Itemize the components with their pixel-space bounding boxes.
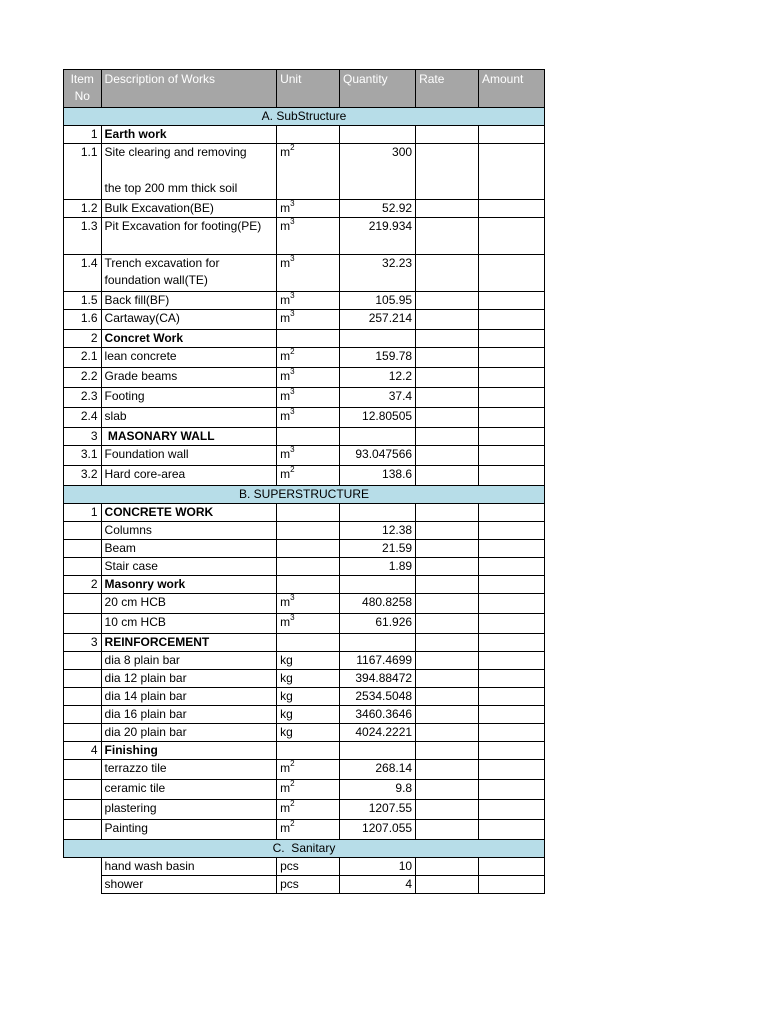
quantity-cell: 394.88472 <box>339 670 415 688</box>
table-row <box>64 858 545 876</box>
rate-cell[interactable] <box>416 540 479 558</box>
unit-cell: kg <box>277 706 340 724</box>
amount-cell[interactable] <box>478 540 544 558</box>
rate-cell[interactable] <box>416 652 479 670</box>
quantity-cell: 61.926 <box>339 614 415 634</box>
quantity-cell: 480.8258 <box>339 594 415 614</box>
section-row-superstructure <box>64 486 545 504</box>
rate-cell[interactable] <box>416 706 479 724</box>
table-row <box>64 310 545 330</box>
rate-cell[interactable] <box>416 780 479 800</box>
section-title: A. SubStructure <box>64 108 545 126</box>
header-quantity: Quantity <box>339 70 415 108</box>
unit-base: m <box>280 369 291 383</box>
item-no: 1 <box>64 126 102 144</box>
quantity-cell <box>339 428 415 446</box>
table-row <box>64 408 545 428</box>
item-no <box>64 540 102 558</box>
unit-cell <box>277 558 340 576</box>
description-cell: ceramic tile <box>101 780 277 800</box>
unit-cell <box>277 820 340 840</box>
amount-cell[interactable] <box>478 876 544 894</box>
unit-cell <box>277 255 340 292</box>
unit-cell <box>277 522 340 540</box>
rate-cell[interactable] <box>416 576 479 594</box>
table-row <box>64 522 545 540</box>
description-cell: hand wash basin <box>101 858 277 876</box>
amount-cell[interactable] <box>478 388 544 408</box>
unit-base: m <box>280 821 291 835</box>
rate-cell[interactable] <box>416 688 479 706</box>
quantity-cell: 2534.5048 <box>339 688 415 706</box>
unit-base: m <box>280 801 291 815</box>
amount-cell[interactable] <box>478 634 544 652</box>
description-cell: MASONARY WALL <box>101 428 277 446</box>
bill-of-quantities-table <box>63 69 545 894</box>
table-row <box>64 670 545 688</box>
quantity-cell: 1207.055 <box>339 820 415 840</box>
unit-cell: kg <box>277 652 340 670</box>
section-row-substructure <box>64 108 545 126</box>
unit-exponent: 3 <box>290 367 295 376</box>
item-no: 1 <box>64 504 102 522</box>
description-cell: Finishing <box>101 742 277 760</box>
description-cell <box>101 144 277 200</box>
unit-exponent: 3 <box>290 309 295 318</box>
table-row <box>64 634 545 652</box>
amount-cell[interactable] <box>478 310 544 330</box>
item-no: 1.5 <box>64 292 102 310</box>
unit-exponent: 3 <box>290 217 295 226</box>
description-cell: Earth work <box>101 126 277 144</box>
amount-cell[interactable] <box>478 742 544 760</box>
header-unit: Unit <box>277 70 340 108</box>
rate-cell[interactable] <box>416 126 479 144</box>
amount-cell[interactable] <box>478 858 544 876</box>
description-cell: shower <box>101 876 277 894</box>
table-row <box>64 800 545 820</box>
quantity-cell: 105.95 <box>339 292 415 310</box>
unit-cell <box>277 634 340 652</box>
quantity-cell: 12.80505 <box>339 408 415 428</box>
unit-base: m <box>280 349 291 363</box>
amount-cell[interactable] <box>478 408 544 428</box>
amount-cell[interactable] <box>478 780 544 800</box>
item-no: 1.2 <box>64 200 102 218</box>
item-no <box>64 688 102 706</box>
unit-exponent: 3 <box>290 593 295 602</box>
unit-base: m <box>280 219 291 233</box>
unit-exponent: 3 <box>290 613 295 622</box>
unit-exponent: 3 <box>290 407 295 416</box>
amount-cell[interactable] <box>478 614 544 634</box>
unit-cell <box>277 800 340 820</box>
quantity-cell <box>339 126 415 144</box>
description-cell: slab <box>101 408 277 428</box>
description-cell: terrazzo tile <box>101 760 277 780</box>
unit-base: m <box>280 447 291 461</box>
item-no: 2 <box>64 576 102 594</box>
rate-cell[interactable] <box>416 292 479 310</box>
description-cell: lean concrete <box>101 348 277 368</box>
item-no <box>64 876 102 894</box>
description-cell: 10 cm HCB <box>101 614 277 634</box>
item-no <box>64 558 102 576</box>
item-no: 3.2 <box>64 466 102 486</box>
amount-cell[interactable] <box>478 466 544 486</box>
unit-exponent: 2 <box>290 143 295 152</box>
table-row <box>64 368 545 388</box>
quantity-cell: 3460.3646 <box>339 706 415 724</box>
unit-cell <box>277 388 340 408</box>
quantity-cell <box>339 634 415 652</box>
item-no: 3.1 <box>64 446 102 466</box>
table-row <box>64 348 545 368</box>
quantity-cell: 32.23 <box>339 255 415 292</box>
description-line-1: Site clearing and removing <box>104 145 247 159</box>
item-no: 1.6 <box>64 310 102 330</box>
rate-cell[interactable] <box>416 670 479 688</box>
table-header-row <box>64 70 545 108</box>
rate-cell[interactable] <box>416 368 479 388</box>
description-line-2: foundation wall(TE) <box>104 273 208 287</box>
item-no: 2.1 <box>64 348 102 368</box>
item-no: 4 <box>64 742 102 760</box>
unit-cell <box>277 292 340 310</box>
amount-cell[interactable] <box>478 820 544 840</box>
rate-cell[interactable] <box>416 255 479 292</box>
unit-cell <box>277 200 340 218</box>
rate-cell[interactable] <box>416 446 479 466</box>
unit-base: m <box>280 256 291 270</box>
quantity-cell: 52.92 <box>339 200 415 218</box>
unit-base: m <box>280 761 291 775</box>
unit-exponent: 2 <box>290 759 295 768</box>
item-no: 3 <box>64 428 102 446</box>
rate-cell[interactable] <box>416 388 479 408</box>
unit-base: m <box>280 389 291 403</box>
rate-cell[interactable] <box>416 742 479 760</box>
description-cell: Painting <box>101 820 277 840</box>
description-cell: Grade beams <box>101 368 277 388</box>
table-row <box>64 724 545 742</box>
unit-base: m <box>280 311 291 325</box>
item-no: 2.2 <box>64 368 102 388</box>
section-row-sanitary <box>64 840 545 858</box>
unit-cell <box>277 446 340 466</box>
unit-exponent: 3 <box>290 199 295 208</box>
description-cell: Stair case <box>101 558 277 576</box>
item-no <box>64 800 102 820</box>
unit-cell: kg <box>277 670 340 688</box>
unit-exponent: 3 <box>290 254 295 263</box>
quantity-cell: 1207.55 <box>339 800 415 820</box>
amount-cell[interactable] <box>478 368 544 388</box>
description-cell: Hard core-area <box>101 466 277 486</box>
unit-cell <box>277 144 340 200</box>
unit-cell <box>277 466 340 486</box>
amount-cell[interactable] <box>478 594 544 614</box>
table-row <box>64 330 545 348</box>
description-line-1: Trench excavation for <box>104 256 220 270</box>
table-row <box>64 292 545 310</box>
description-cell: CONCRETE WORK <box>101 504 277 522</box>
unit-exponent: 3 <box>290 291 295 300</box>
description-cell: dia 20 plain bar <box>101 724 277 742</box>
amount-cell[interactable] <box>478 688 544 706</box>
amount-cell[interactable] <box>478 144 544 200</box>
unit-base: m <box>280 293 291 307</box>
description-cell: Masonry work <box>101 576 277 594</box>
unit-cell <box>277 330 340 348</box>
unit-cell <box>277 310 340 330</box>
amount-cell[interactable] <box>478 428 544 446</box>
quantity-cell: 4024.2221 <box>339 724 415 742</box>
unit-base: m <box>280 467 291 481</box>
table-row <box>64 218 545 255</box>
quantity-cell <box>339 576 415 594</box>
quantity-cell <box>339 742 415 760</box>
header-rate: Rate <box>416 70 479 108</box>
description-cell: Foundation wall <box>101 446 277 466</box>
rate-cell[interactable] <box>416 876 479 894</box>
description-cell: Back fill(BF) <box>101 292 277 310</box>
amount-cell[interactable] <box>478 670 544 688</box>
rate-cell[interactable] <box>416 466 479 486</box>
amount-cell[interactable] <box>478 255 544 292</box>
rate-cell[interactable] <box>416 594 479 614</box>
unit-exponent: 3 <box>290 387 295 396</box>
unit-cell <box>277 218 340 255</box>
quantity-cell: 4 <box>339 876 415 894</box>
item-no: 1.1 <box>64 144 102 200</box>
unit-cell <box>277 614 340 634</box>
rate-cell[interactable] <box>416 724 479 742</box>
amount-cell[interactable] <box>478 760 544 780</box>
amount-cell[interactable] <box>478 446 544 466</box>
rate-cell[interactable] <box>416 408 479 428</box>
amount-cell[interactable] <box>478 218 544 255</box>
quantity-cell: 1.89 <box>339 558 415 576</box>
table-row <box>64 126 545 144</box>
section-title: C. Sanitary <box>64 840 545 858</box>
header-item-no: Item No <box>64 70 102 108</box>
header-description: Description of Works <box>101 70 277 108</box>
table-row <box>64 742 545 760</box>
amount-cell[interactable] <box>478 724 544 742</box>
unit-cell <box>277 348 340 368</box>
quantity-cell: 37.4 <box>339 388 415 408</box>
unit-exponent: 3 <box>290 445 295 454</box>
table-row <box>64 540 545 558</box>
rate-cell[interactable] <box>416 330 479 348</box>
rate-cell[interactable] <box>416 310 479 330</box>
table-row <box>64 200 545 218</box>
item-no <box>64 522 102 540</box>
table-row <box>64 388 545 408</box>
table-row <box>64 652 545 670</box>
rate-cell[interactable] <box>416 218 479 255</box>
amount-cell[interactable] <box>478 558 544 576</box>
rate-cell[interactable] <box>416 800 479 820</box>
unit-base: m <box>280 595 291 609</box>
rate-cell[interactable] <box>416 348 479 368</box>
item-no: 1.4 <box>64 255 102 292</box>
table-row <box>64 466 545 486</box>
description-cell: Footing <box>101 388 277 408</box>
item-no <box>64 858 102 876</box>
table-row <box>64 504 545 522</box>
unit-cell <box>277 126 340 144</box>
table-row <box>64 820 545 840</box>
item-no <box>64 652 102 670</box>
table-row <box>64 576 545 594</box>
item-no <box>64 670 102 688</box>
description-cell: Beam <box>101 540 277 558</box>
item-no: 3 <box>64 634 102 652</box>
quantity-cell: 268.14 <box>339 760 415 780</box>
unit-base: m <box>280 409 291 423</box>
rate-cell[interactable] <box>416 820 479 840</box>
unit-exponent: 2 <box>290 799 295 808</box>
amount-cell[interactable] <box>478 126 544 144</box>
unit-cell <box>277 760 340 780</box>
quantity-cell: 10 <box>339 858 415 876</box>
rate-cell[interactable] <box>416 558 479 576</box>
item-no: 2.4 <box>64 408 102 428</box>
table-row <box>64 446 545 466</box>
table-row <box>64 688 545 706</box>
rate-cell[interactable] <box>416 144 479 200</box>
unit-cell: kg <box>277 688 340 706</box>
item-no <box>64 760 102 780</box>
amount-cell[interactable] <box>478 330 544 348</box>
unit-cell <box>277 594 340 614</box>
item-no: 2 <box>64 330 102 348</box>
unit-cell <box>277 408 340 428</box>
amount-cell[interactable] <box>478 200 544 218</box>
table-row <box>64 428 545 446</box>
unit-cell <box>277 504 340 522</box>
quantity-cell: 9.8 <box>339 780 415 800</box>
description-cell: dia 16 plain bar <box>101 706 277 724</box>
item-no <box>64 724 102 742</box>
unit-base: m <box>280 201 291 215</box>
unit-cell: pcs <box>277 876 340 894</box>
unit-base: m <box>280 145 291 159</box>
unit-base: m <box>280 615 291 629</box>
unit-exponent: 2 <box>290 819 295 828</box>
item-no <box>64 594 102 614</box>
item-no: 2.3 <box>64 388 102 408</box>
header-amount: Amount <box>478 70 544 108</box>
rate-cell[interactable] <box>416 200 479 218</box>
quantity-cell: 12.2 <box>339 368 415 388</box>
quantity-cell: 219.934 <box>339 218 415 255</box>
quantity-cell: 300 <box>339 144 415 200</box>
description-cell: Cartaway(CA) <box>101 310 277 330</box>
quantity-cell: 21.59 <box>339 540 415 558</box>
description-cell: Bulk Excavation(BE) <box>101 200 277 218</box>
description-cell: 20 cm HCB <box>101 594 277 614</box>
description-cell: dia 14 plain bar <box>101 688 277 706</box>
amount-cell[interactable] <box>478 522 544 540</box>
table-row <box>64 614 545 634</box>
unit-cell <box>277 540 340 558</box>
unit-exponent: 2 <box>290 779 295 788</box>
description-cell: dia 8 plain bar <box>101 652 277 670</box>
quantity-cell: 138.6 <box>339 466 415 486</box>
item-no <box>64 780 102 800</box>
table-row <box>64 876 545 894</box>
table-row <box>64 706 545 724</box>
rate-cell[interactable] <box>416 522 479 540</box>
table-row <box>64 780 545 800</box>
amount-cell[interactable] <box>478 292 544 310</box>
description-cell: Pit Excavation for footing(PE) <box>101 218 277 255</box>
amount-cell[interactable] <box>478 504 544 522</box>
amount-cell[interactable] <box>478 348 544 368</box>
unit-cell <box>277 428 340 446</box>
table-row <box>64 558 545 576</box>
unit-cell <box>277 780 340 800</box>
unit-exponent: 2 <box>290 465 295 474</box>
description-cell: dia 12 plain bar <box>101 670 277 688</box>
description-cell: plastering <box>101 800 277 820</box>
unit-base: m <box>280 781 291 795</box>
table-row <box>64 760 545 780</box>
rate-cell[interactable] <box>416 634 479 652</box>
rate-cell[interactable] <box>416 428 479 446</box>
item-no <box>64 706 102 724</box>
item-no <box>64 614 102 634</box>
quantity-cell: 12.38 <box>339 522 415 540</box>
description-line-2: the top 200 mm thick soil <box>104 181 238 195</box>
item-no <box>64 820 102 840</box>
table-row <box>64 594 545 614</box>
unit-cell <box>277 742 340 760</box>
item-no: 1.3 <box>64 218 102 255</box>
rate-cell[interactable] <box>416 760 479 780</box>
rate-cell[interactable] <box>416 504 479 522</box>
amount-cell[interactable] <box>478 800 544 820</box>
amount-cell[interactable] <box>478 706 544 724</box>
table-row <box>64 144 545 200</box>
unit-cell: pcs <box>277 858 340 876</box>
unit-exponent: 2 <box>290 347 295 356</box>
rate-cell[interactable] <box>416 858 479 876</box>
section-title: B. SUPERSTRUCTURE <box>64 486 545 504</box>
description-cell: Columns <box>101 522 277 540</box>
description-cell <box>101 255 277 292</box>
rate-cell[interactable] <box>416 614 479 634</box>
quantity-cell: 93.047566 <box>339 446 415 466</box>
quantity-cell: 1167.4699 <box>339 652 415 670</box>
quantity-cell <box>339 330 415 348</box>
amount-cell[interactable] <box>478 576 544 594</box>
quantity-cell <box>339 504 415 522</box>
unit-cell: kg <box>277 724 340 742</box>
description-cell: Concret Work <box>101 330 277 348</box>
table-row <box>64 255 545 292</box>
description-cell: REINFORCEMENT <box>101 634 277 652</box>
quantity-cell: 257.214 <box>339 310 415 330</box>
unit-cell <box>277 576 340 594</box>
amount-cell[interactable] <box>478 652 544 670</box>
unit-cell <box>277 368 340 388</box>
quantity-cell: 159.78 <box>339 348 415 368</box>
